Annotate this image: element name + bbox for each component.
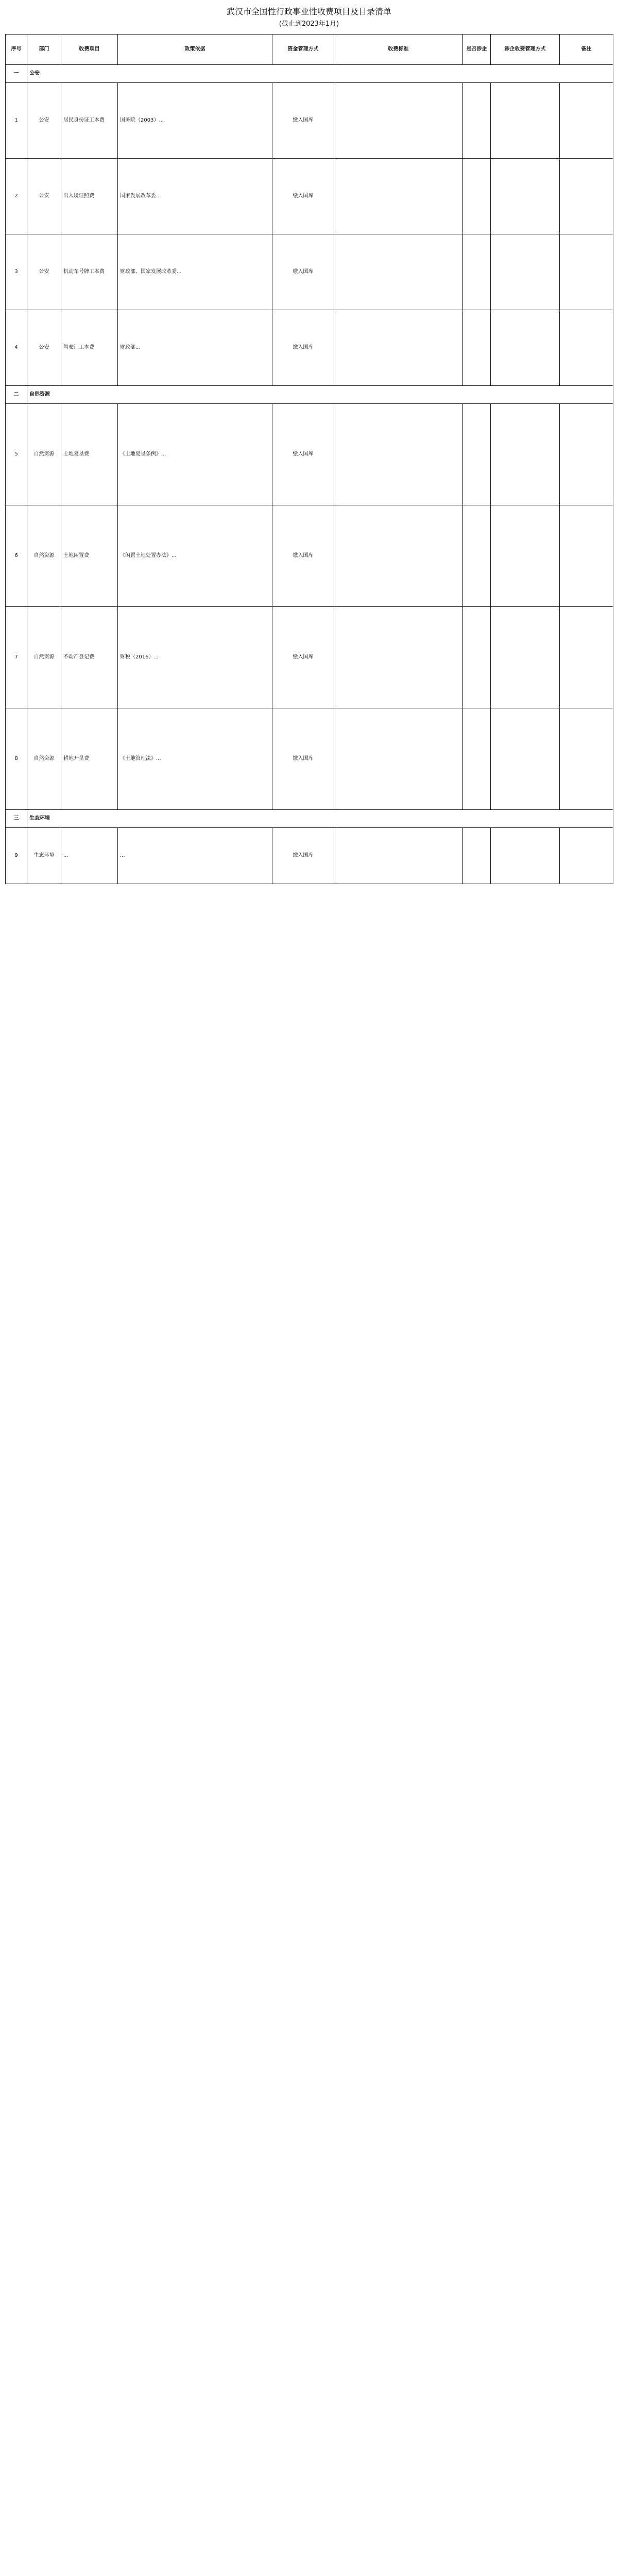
fee-table	[5, 34, 613, 884]
row-standard	[334, 310, 463, 386]
row-enterprise	[463, 234, 491, 310]
table-row	[6, 310, 613, 386]
row-fund: 缴入国库	[272, 310, 334, 386]
table-header-row	[6, 35, 613, 65]
row-basis: 《土地管理法》...	[118, 708, 272, 810]
header-cell: 涉企收费管理方式	[491, 35, 560, 65]
row-number: 6	[6, 505, 27, 607]
row-enterprise-mgmt	[491, 708, 560, 810]
section-row	[6, 810, 613, 828]
row-enterprise-mgmt	[491, 159, 560, 234]
section-number: 三	[6, 810, 27, 828]
row-basis: ...	[118, 828, 272, 884]
row-dept: 生态环境	[27, 828, 61, 884]
table-row	[6, 159, 613, 234]
row-enterprise-mgmt	[491, 83, 560, 159]
row-standard	[334, 828, 463, 884]
row-item: 驾驶证工本费	[61, 310, 118, 386]
row-number: 4	[6, 310, 27, 386]
row-enterprise-mgmt	[491, 310, 560, 386]
row-fund: 缴入国库	[272, 828, 334, 884]
row-dept: 自然资源	[27, 505, 61, 607]
row-dept: 公安	[27, 310, 61, 386]
row-enterprise	[463, 83, 491, 159]
row-dept: 自然资源	[27, 607, 61, 708]
row-note	[560, 310, 613, 386]
header-cell: 序号	[6, 35, 27, 65]
document-title: 武汉市全国性行政事业性收费项目及目录清单	[226, 7, 391, 16]
section-row	[6, 65, 613, 83]
row-number: 9	[6, 828, 27, 884]
header-cell: 政策依据	[118, 35, 272, 65]
row-standard	[334, 83, 463, 159]
row-note	[560, 234, 613, 310]
row-enterprise-mgmt	[491, 607, 560, 708]
row-fund: 缴入国库	[272, 234, 334, 310]
row-enterprise	[463, 404, 491, 505]
section-number: 一	[6, 65, 27, 83]
row-dept: 自然资源	[27, 404, 61, 505]
row-note	[560, 404, 613, 505]
row-number: 3	[6, 234, 27, 310]
row-note	[560, 83, 613, 159]
row-enterprise	[463, 708, 491, 810]
row-standard	[334, 159, 463, 234]
row-enterprise	[463, 310, 491, 386]
row-dept: 公安	[27, 234, 61, 310]
table-row	[6, 708, 613, 810]
row-item: 出入境证照费	[61, 159, 118, 234]
row-fund: 缴入国库	[272, 159, 334, 234]
row-number: 1	[6, 83, 27, 159]
row-standard	[334, 234, 463, 310]
document-page	[5, 5, 613, 884]
row-dept: 公安	[27, 83, 61, 159]
row-note	[560, 159, 613, 234]
row-enterprise	[463, 159, 491, 234]
row-enterprise	[463, 607, 491, 708]
row-note	[560, 828, 613, 884]
row-number: 7	[6, 607, 27, 708]
row-enterprise-mgmt	[491, 234, 560, 310]
row-enterprise-mgmt	[491, 404, 560, 505]
table-row	[6, 83, 613, 159]
row-standard	[334, 708, 463, 810]
row-basis: 财政部...	[118, 310, 272, 386]
document-subtitle: (截止到2023年1月)	[279, 20, 339, 28]
row-enterprise-mgmt	[491, 505, 560, 607]
header-cell: 部门	[27, 35, 61, 65]
row-dept: 自然资源	[27, 708, 61, 810]
row-dept: 公安	[27, 159, 61, 234]
row-enterprise	[463, 828, 491, 884]
section-name: 公安	[27, 65, 613, 83]
row-fund: 缴入国库	[272, 83, 334, 159]
header-cell: 收费标准	[334, 35, 463, 65]
header-cell: 备注	[560, 35, 613, 65]
row-standard	[334, 505, 463, 607]
row-basis: 《闲置土地处置办法》...	[118, 505, 272, 607]
section-name: 生态环境	[27, 810, 613, 828]
row-standard	[334, 404, 463, 505]
row-basis: 国家发展改革委...	[118, 159, 272, 234]
row-item: 居民身份证工本费	[61, 83, 118, 159]
table-row	[6, 404, 613, 505]
header-cell: 收费项目	[61, 35, 118, 65]
header-cell: 资金管理方式	[272, 35, 334, 65]
row-note	[560, 505, 613, 607]
header-cell: 是否涉企	[463, 35, 491, 65]
row-number: 5	[6, 404, 27, 505]
table-row	[6, 828, 613, 884]
row-standard	[334, 607, 463, 708]
section-name: 自然资源	[27, 386, 613, 404]
row-basis: 财税（2016）...	[118, 607, 272, 708]
row-item: 耕地开垦费	[61, 708, 118, 810]
row-basis: 《土地复垦条例》...	[118, 404, 272, 505]
row-item: ...	[61, 828, 118, 884]
row-item: 土地复垦费	[61, 404, 118, 505]
row-enterprise	[463, 505, 491, 607]
row-fund: 缴入国库	[272, 404, 334, 505]
row-basis: 财政部、国家发展改革委...	[118, 234, 272, 310]
row-item: 机动车号牌工本费	[61, 234, 118, 310]
table-row	[6, 505, 613, 607]
row-fund: 缴入国库	[272, 607, 334, 708]
row-fund: 缴入国库	[272, 505, 334, 607]
row-number: 8	[6, 708, 27, 810]
row-item: 土地闲置费	[61, 505, 118, 607]
row-basis: 国务院（2003）...	[118, 83, 272, 159]
row-fund: 缴入国库	[272, 708, 334, 810]
section-number: 二	[6, 386, 27, 404]
row-item: 不动产登记费	[61, 607, 118, 708]
table-row	[6, 607, 613, 708]
row-enterprise-mgmt	[491, 828, 560, 884]
table-row	[6, 234, 613, 310]
section-row	[6, 386, 613, 404]
row-note	[560, 607, 613, 708]
row-number: 2	[6, 159, 27, 234]
row-note	[560, 708, 613, 810]
